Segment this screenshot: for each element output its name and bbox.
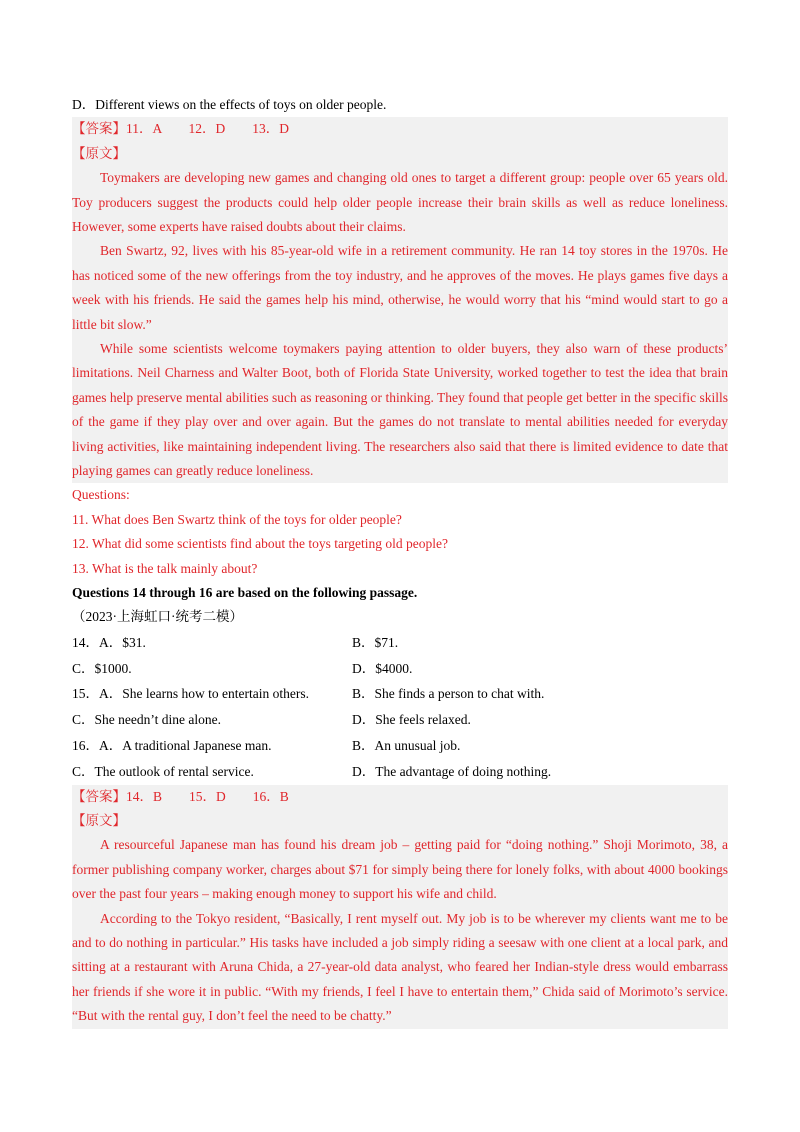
document-page [72, 93, 728, 1029]
options-row [72, 759, 728, 785]
question-11: 11. What does Ben Swartz think of the toys for older people? [72, 511, 402, 527]
answer-line: 【答案】14．B 15．D 16．B [72, 788, 289, 804]
option: 16．A．A traditional Japanese man. [72, 737, 272, 753]
answer-block-14-16 [72, 785, 728, 1029]
option: D．She feels relaxed. [352, 712, 471, 728]
questions-label: Questions: [72, 487, 130, 503]
question-13: 13. What is the talk mainly about? [72, 560, 258, 576]
options-row [72, 707, 728, 733]
option: D．The advantage of doing nothing. [352, 763, 552, 779]
transcript-paragraph-2: Ben Swartz, 92, lives with his 85-year-old wife in a retirement community. He ran 14 toy stores in the 1970s. He has noticed some of the new offerings from the toy industry, and he approves of the moves. He plays games five days a week with his friends. He said the games help his mind, otherwise, he would worry that his “mind would start to go a little bit slow.” [72, 243, 728, 332]
question-12: 12. What did some scientists find about the toys targeting old people? [72, 536, 448, 552]
option: 15．A．She learns how to entertain others. [72, 686, 309, 702]
original-text-label: 【原文】 [72, 812, 126, 828]
transcript-paragraph-1: A resourceful Japanese man has found his dream job – getting paid for “doing nothing.” Shoji Morimoto, 38, a former publishing company worker, charges about $71 for simply being there for lonely folks, with about 4000 bookings over the past four years – making enough money to support his wife and child. [72, 837, 728, 902]
option: 14．A．$31. [72, 634, 146, 650]
transcript-paragraph-3: While some scientists welcome toymakers paying attention to older buyers, they also warn of these products’ limitations. Neil Charness and Walter Boot, both of Florida State University, worked together to test the idea that brain games help preserve mental abilities such as reasoning or thinking. They found that people get better in the specific skills of the game if they play over and over again. But the games do not translate to mental abilities needed for everyday living activities, like maintaining independent living. The researchers also said that there is limited evidence to date that playing games can greatly reduce loneliness. [72, 341, 728, 479]
answer-block-11-13 [72, 117, 728, 483]
options-row [72, 681, 728, 707]
original-text-label: 【原文】 [72, 145, 126, 161]
option: B．An unusual job. [352, 737, 461, 753]
option: C．$1000. [72, 660, 132, 676]
option: C．The outlook of rental service. [72, 763, 254, 779]
section-heading: Questions 14 through 16 are based on the following passage. [72, 585, 418, 601]
option: D．$4000. [352, 660, 413, 676]
options-grid [72, 630, 728, 785]
options-row [72, 630, 728, 656]
options-row [72, 656, 728, 682]
options-row [72, 733, 728, 759]
transcript-paragraph-2: According to the Tokyo resident, “Basically, I rent myself out. My job is to be wherever my clients want me to be and to do nothing in particular.” His tasks have included a job simply riding a seesaw with one client at a local park, and sitting at a restaurant with Aruna Chida, a 27-year-old data analyst, who feared her Indian-style dress would embarrass her friends if she wore it in public. “With my friends, I feel I have to entertain them,” Chida said of Morimoto’s service. “But with the rental guy, I don’t feel the need to be chatty.” [72, 910, 728, 1024]
source-note: （2023·上海虹口·统考二模） [72, 609, 243, 625]
option: B．She finds a person to chat with. [352, 686, 545, 702]
option: B．$71. [352, 634, 399, 650]
option: C．She needn’t dine alone. [72, 712, 221, 728]
option-d-previous-question: D．Different views on the effects of toys on older people. [72, 97, 387, 112]
answer-line: 【答案】11．A 12．D 13．D [72, 121, 290, 137]
transcript-paragraph-1: Toymakers are developing new games and changing old ones to target a different group: people over 65 years old. Toy producers suggest the products could help older people increase their brain skills as well as reduce loneliness. However, some experts have raised doubts about their claims. [72, 170, 728, 234]
